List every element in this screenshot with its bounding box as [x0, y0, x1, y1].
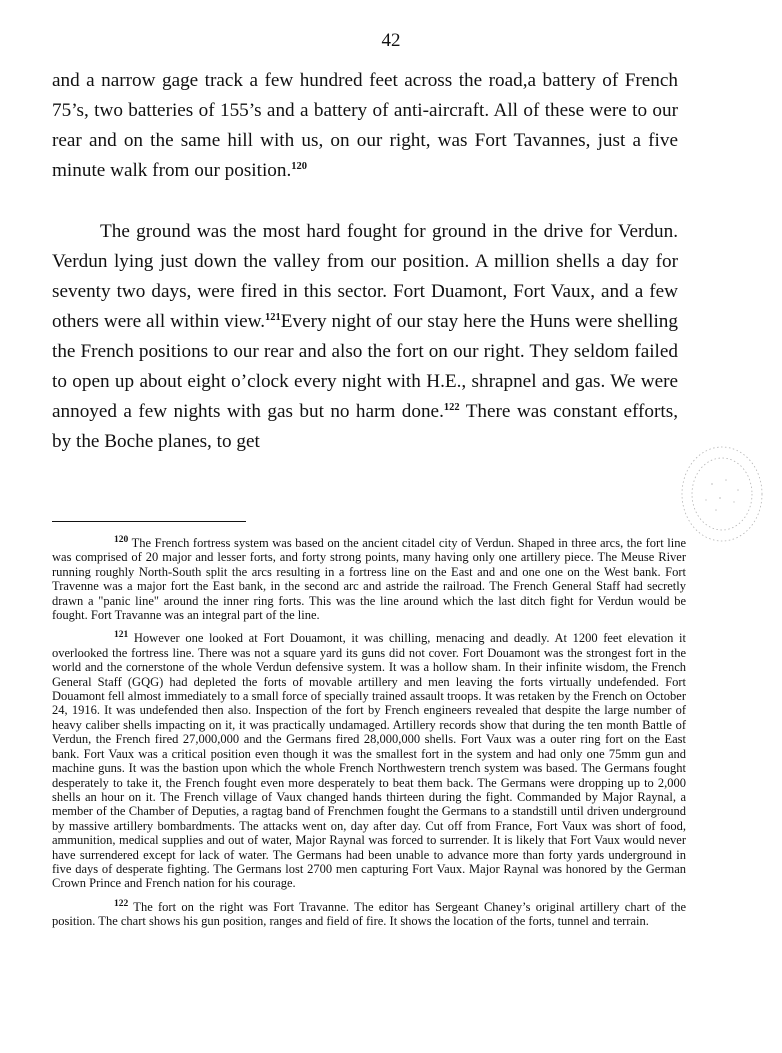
footnote-text: However one looked at Fort Douamont, it was chilling, menacing and deadly. At 1200 feet elevation it overlooked the fortress line. There was not a square yard its guns did not cover. Fort Douamont was the strongest fort in the world and the cornerstone of the whole Verdun defensive system. It was a hollow sham. In their infinite wisdom, the French General Staff (GQG) had depleted the forts of movable artillery and men leaving the forts virtually undefended. Fort Douamont fell almost immediately to a small force of specially trained assault troops. It was retaken by the French on October 24, 1916. It was undefended then also. Inspection of the fort by French engineers revealed that despite the large number of heavy caliber shells impacting on it, it was practically undamaged. Artillery records show that during the ten month Battle of Verdun, the French fired 27,000,000 and the Germans fired 28,000,000 shells. Fort Vaux was a outer ring fort on the East bank. Fort Vaux was a critical position even though it was the smallest fort in the system and had only one 75mm gun and machine guns. It was the bastion upon which the whole French Northwestern trench system was based. The Germans fought desperately to take it, the French fought even more desperately to beat them back. The Germans were dropping up to 2,000 shells an hour on it. The French village of Vaux changed hands thirteen during the fight. Commanded by Major Raynal, a member of the Chamber of Deputies, a ragtag band of Frenchmen fought the Germans to a standstill until driven underground by massive artillery bombardments. The attacks went on, day after day. Cut off from France, Fort Vaux was short of food, ammunition, medical supplies and out of water, Major Raynal was forced to surrender. It is likely that Fort Vaux would never have surrendered except for lack of water. The Germans had been unable to advance more than forty yards underground in five days of desperate fighting. The Germans lost 2700 men capturing Fort Vaux. Major Raynal was honored by the German Crown Prince and French nation for his courage. — [52, 631, 686, 891]
footnote-ref-120[interactable]: 120 — [291, 161, 308, 172]
paragraph-2 — [52, 217, 678, 457]
paragraph-text: and a narrow gage track a few hundred feet across the road,a battery of French 75’s, two batteries of 155’s and a battery of anti-aircraft. All of these were to our rear and on the same hill with us, on our right, was Fort Tavannes, just a five minute walk from our position. — [52, 70, 678, 181]
footnote-number: 121 — [114, 630, 129, 641]
body-text — [52, 66, 678, 457]
paragraph-1 — [52, 66, 678, 186]
footnote-ref-122[interactable]: 122 — [443, 402, 460, 413]
footnote-text: The French fortress system was based on the ancient citadel city of Verdun. Shaped in three arcs, the fort line was comprised of 20 major and lesser forts, and forty strong points, many having only one artillery piece. The Meuse River running roughly North-South split the arcs resulting in a fortress line on the East and and one one on the West bank. Fort Travenne was a major fort the East bank, in the second arc and astride the railroad. The French General Staff had secretly drawn a "panic line" around the inner ring forts. This was the line around which the last ditch fight for Verdun would be fought. Fort Travanne was an integral part of the line. — [52, 536, 686, 623]
footnote-ref-121[interactable]: 121 — [265, 312, 281, 323]
footnote-120 — [52, 536, 686, 622]
footnote-122 — [52, 900, 686, 929]
footnote-number: 122 — [114, 898, 129, 909]
footnote-121 — [52, 631, 686, 890]
page-number: 42 — [381, 30, 401, 51]
footnotes — [52, 536, 686, 938]
paragraph-text: The ground was the most hard fought for ground in the drive for Verdun. Verdun lying just down the valley from our position. A million shells a day for seventy two days, were fired in this sector. Fort Duamont, Fort Vaux, and a few others were all within view. — [52, 221, 678, 332]
paragraph-text: Every night of our stay here the Huns were shelling the French positions to our rear and also the fort on our right. They seldom failed to open up about eight o’clock every night with H.E., shrapnel and gas. We were annoyed a few nights with gas but no harm done. — [52, 311, 678, 422]
library-stamp-icon — [676, 440, 768, 548]
paragraph-text: There was constant efforts, by the Boche planes, to get — [52, 401, 678, 452]
footnote-number: 120 — [114, 535, 129, 545]
footnote-text: The fort on the right was Fort Travanne. The editor has Sergeant Chaney’s original artillery chart of the position. The chart shows his gun position, ranges and field of fire. It shows the location of the forts, tunnel and terrain. — [52, 899, 686, 929]
footnote-divider — [52, 521, 246, 522]
